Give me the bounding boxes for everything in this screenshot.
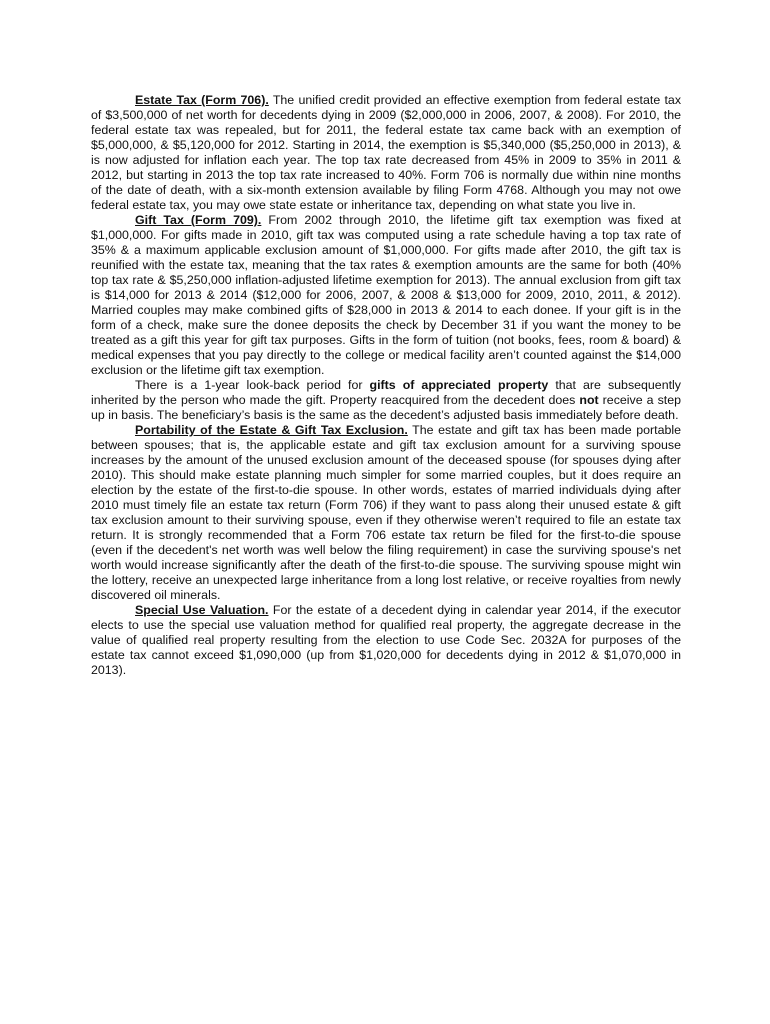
estate-tax-body: The unified credit provided an effective exemption from federal estate tax of $3,500,000 of net worth for decedents dying in 2009 ($2,000,000 in 2006, 2007, & 2008). For 2010, the federal estate tax was repealed, but for 2011, the federal estate tax came back with an exemption of $5,000,000, & $5,120,000 for 2012. Starting in 2014, the exemption is $5,340,000 ($5,250,000 in 2013), & is now adjusted for inflation each year. The top tax rate decreased from 45% in 2009 to 35% in 2011 & 2012, but starting in 2013 the top tax rate increased to 40%. Form 706 is normally due within nine months of the date of death, with a six-month extension available by filing Form 4768. Although you may not owe federal estate tax, you may owe state estate or inheritance tax, depending on what state you live in. [91, 93, 682, 212]
portability-body: The estate and gift tax has been made portable between spouses; that is, the applicable estate and gift tax exclusion amount for a surviving spouse increases by the amount of the unused exclusion amount of the deceased spouse (for spouses dying after 2010). This should make estate planning much simpler for some married couples, but it does require an election by the estate of the first-to-die spouse. In other words, estates of married individuals dying after 2010 must timely file an estate tax return (Form 706) if they want to pass along their unused estate & gift tax exclusion amount to their surviving spouse, even if they otherwise weren’t required to file an estate tax return. It is strongly recommended that a Form 706 estate tax return be filed for the first-to-die spouse (even if the decedent's net worth was well below the filing requirement) in case the surviving spouse's net worth would increase significantly after the death of the first-to-die spouse. The surviving spouse might win the lottery, receive an unexpected large inheritance from a long lost relative, or receive royalties from newly discovered oil minerals. [91, 423, 681, 602]
lookback-bold-2: not [579, 393, 599, 407]
portability-heading: Portability of the Estate & Gift Tax Exclusion. [135, 423, 408, 437]
gift-tax-body: From 2002 through 2010, the lifetime gift tax exemption was fixed at $1,000,000. For gifts made in 2010, gift tax was computed using a rate schedule having a top tax rate of 35% & a maximum applicable exclusion amount of $1,000,000. For gifts made after 2010, the gift tax is reunified with the estate tax, meaning that the tax rates & exemption amounts are the same for both (40% top tax rate & $5,250,000 inflation-adjusted lifetime exemption for 2013). The annual exclusion from gift tax is $14,000 for 2013 & 2014 ($12,000 for 2006, 2007, & 2008 & $13,000 for 2009, 2010, 2011, & 2012). Married couples may make combined gifts of $28,000 in 2013 & 2014 to each donee. If your gift is in the form of a check, make sure the donee deposits the check by December 31 if you want the money to be treated as a gift this year for gift tax purposes. Gifts in the form of tuition (not books, fees, room & board) & medical expenses that you pay directly to the college or medical facility aren’t counted against the $14,000 exclusion or the lifetime gift tax exemption. [91, 213, 681, 377]
lookback-bold-1: gifts of appreciated property [369, 378, 549, 392]
gift-tax-heading: Gift Tax (Form 709). [135, 213, 262, 227]
document-page [91, 93, 681, 678]
special-use-paragraph [91, 603, 681, 678]
lookback-text-2: that are subsequently inherited by the person who made the gift. Property reacquired from the decedent does [91, 378, 681, 407]
estate-tax-paragraph [91, 93, 681, 213]
lookback-text-3: receive a step up in basis. The beneficiary’s basis is the same as the decedent’s adjusted basis immediately before death. [91, 393, 681, 422]
lookback-text-1: There is a 1-year look-back period for [135, 378, 370, 392]
estate-tax-heading: Estate Tax (Form 706). [135, 93, 269, 107]
gift-tax-paragraph [91, 213, 681, 378]
special-use-heading: Special Use Valuation. [135, 603, 269, 617]
special-use-body: For the estate of a decedent dying in calendar year 2014, if the executor elects to use the special use valuation method for qualified real property, the aggregate decrease in the value of qualified real property resulting from the election to use Code Sec. 2032A for purposes of the estate tax cannot exceed $1,090,000 (up from $1,020,000 for decedents dying in 2012 & $1,070,000 in 2013). [91, 603, 681, 677]
lookback-paragraph [91, 378, 681, 423]
portability-paragraph [91, 423, 681, 603]
